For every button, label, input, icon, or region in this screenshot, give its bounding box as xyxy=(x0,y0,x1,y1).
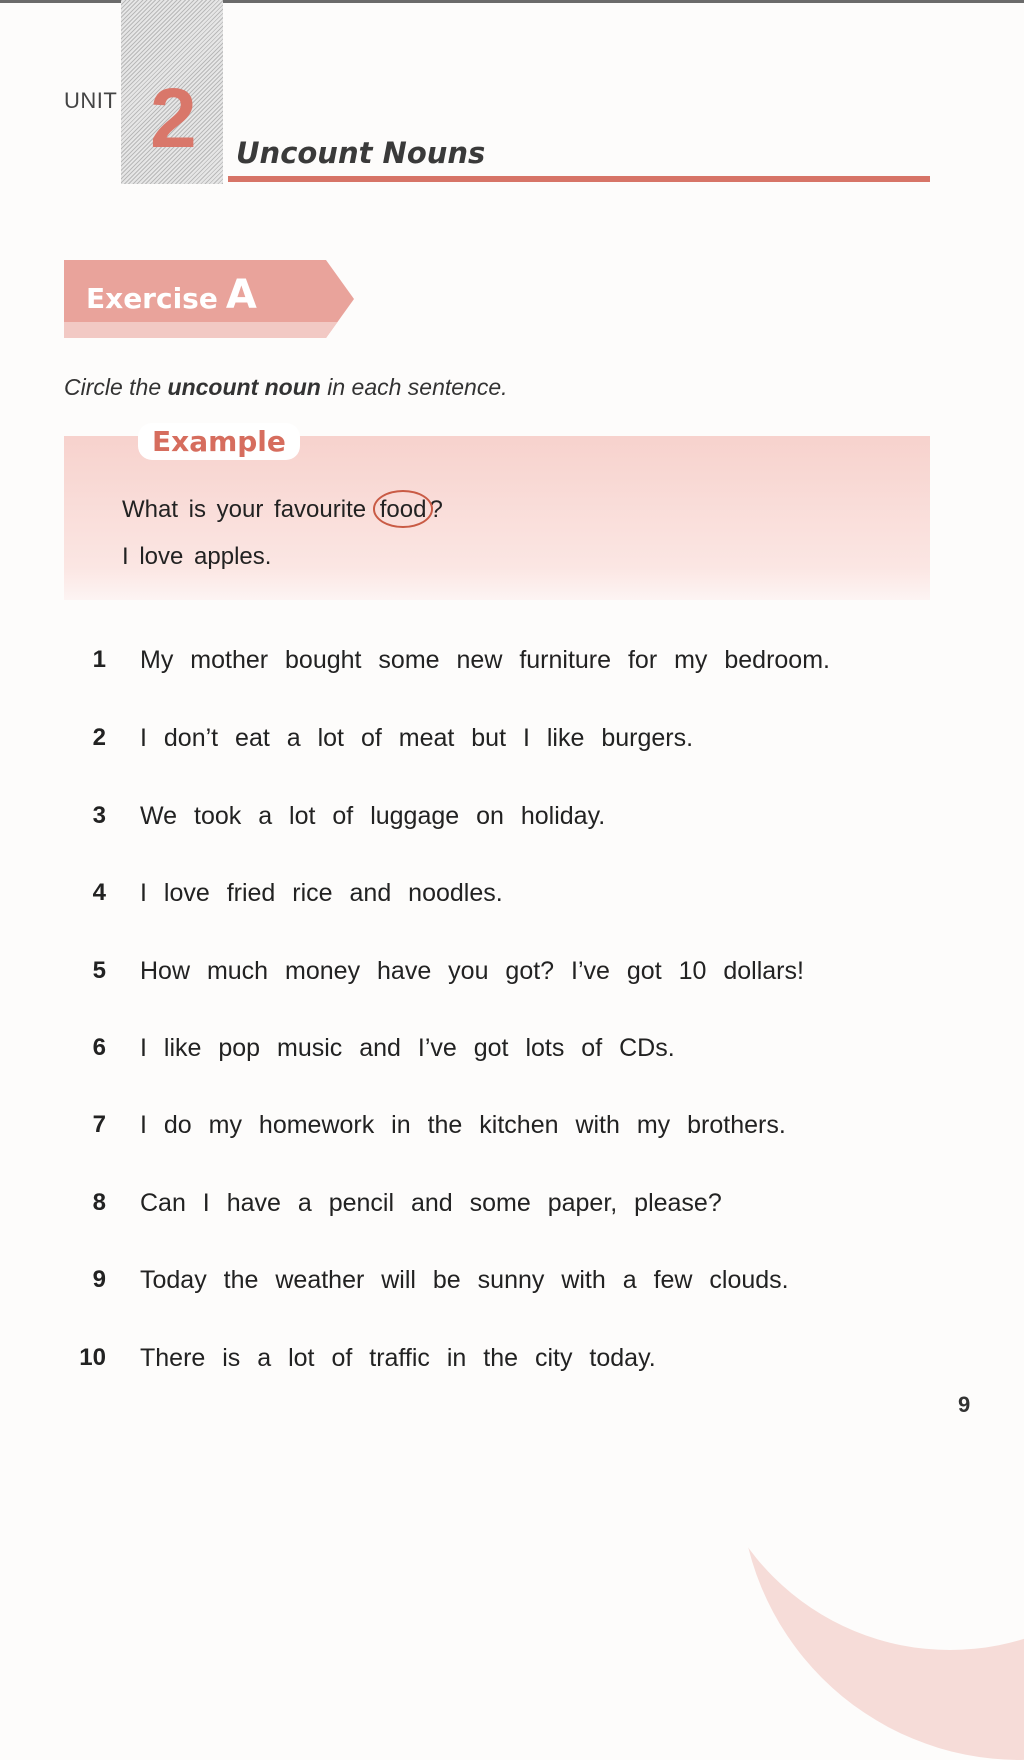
exercise-banner-shade xyxy=(64,322,354,338)
item-sentence[interactable]: My mother bought some new furniture for my bedroom. xyxy=(140,646,830,674)
corner-decoration-mask xyxy=(700,1150,1024,1650)
item-sentence[interactable]: How much money have you got? I’ve got 10 dollars! xyxy=(140,957,804,985)
instruction-bold: uncount noun xyxy=(167,374,321,400)
exercise-letter: A xyxy=(225,272,257,318)
exercise-heading xyxy=(86,272,257,318)
example-text-before: What is your favourite xyxy=(122,496,367,523)
example-sentence-2: I love apples. xyxy=(122,543,272,570)
item-number: 10 xyxy=(79,1344,106,1371)
page-title: Uncount Nouns xyxy=(236,136,486,170)
example-tag: Example xyxy=(138,423,300,460)
item-number: 9 xyxy=(92,1266,106,1293)
example-text-after: ? xyxy=(429,496,443,523)
item-number: 1 xyxy=(92,646,106,673)
item-sentence[interactable]: There is a lot of traffic in the city today. xyxy=(140,1344,656,1372)
item-number: 2 xyxy=(92,724,106,751)
item-sentence[interactable]: I don’t eat a lot of meat but I like burgers. xyxy=(140,724,694,752)
page-number: 9 xyxy=(958,1392,971,1417)
example-circled-word: food xyxy=(377,496,430,524)
unit-label: UNIT xyxy=(64,88,118,113)
item-sentence[interactable]: Today the weather will be sunny with a few clouds. xyxy=(140,1266,789,1294)
unit-number: 2 xyxy=(150,71,197,165)
title-underline xyxy=(228,176,930,182)
item-sentence[interactable]: I like pop music and I’ve got lots of CDs. xyxy=(140,1034,675,1062)
item-number: 4 xyxy=(92,879,106,906)
example-sentence-1 xyxy=(122,496,443,524)
item-sentence[interactable]: I love fried rice and noodles. xyxy=(140,879,503,907)
item-number: 3 xyxy=(92,802,106,829)
instruction-before: Circle the xyxy=(64,374,168,400)
item-number: 5 xyxy=(92,957,106,984)
item-number: 7 xyxy=(92,1111,106,1138)
instruction xyxy=(64,374,508,401)
item-sentence[interactable]: Can I have a pencil and some paper, please? xyxy=(140,1189,722,1217)
item-sentence[interactable]: I do my homework in the kitchen with my brothers. xyxy=(140,1111,786,1139)
exercise-label: Exercise xyxy=(86,282,218,315)
item-number: 8 xyxy=(92,1189,106,1216)
instruction-after: in each sentence. xyxy=(320,374,508,400)
item-number: 6 xyxy=(92,1034,106,1061)
item-sentence[interactable]: We took a lot of luggage on holiday. xyxy=(140,802,606,830)
